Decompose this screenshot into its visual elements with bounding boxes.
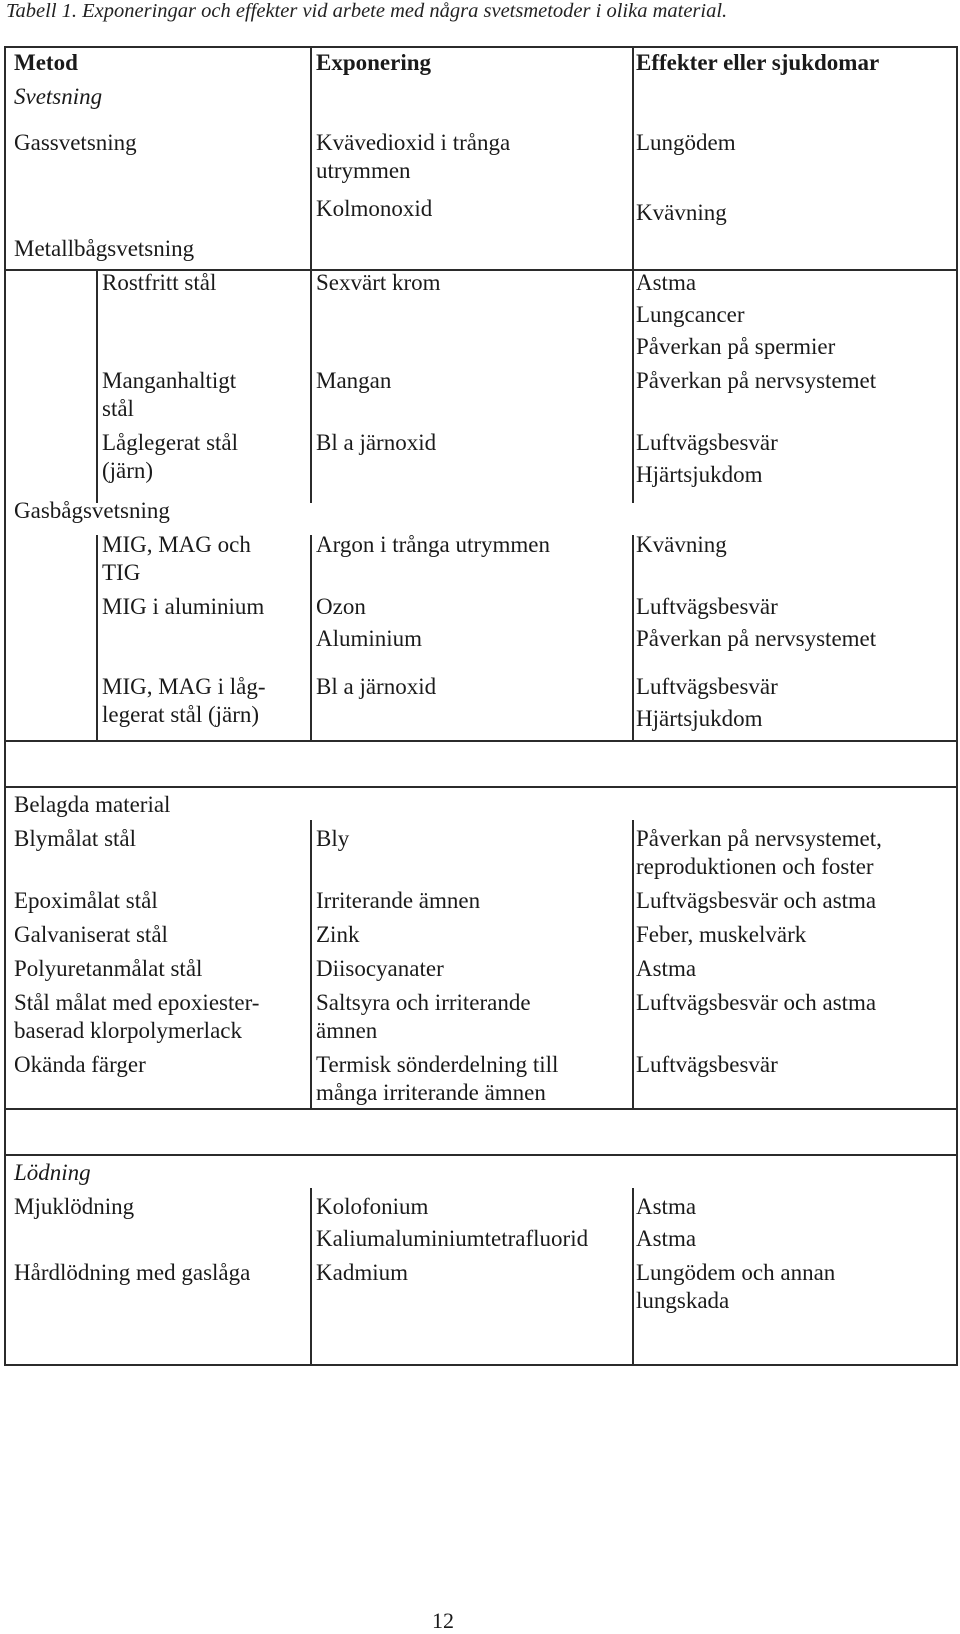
effect: Luftvägsbesvär — [636, 674, 778, 699]
method: Polyuretanmålat stål — [14, 956, 203, 981]
effect: Luftvägsbesvär — [636, 430, 778, 455]
section-lodning: Lödning — [14, 1160, 91, 1185]
method: Mjuklödning — [14, 1194, 135, 1219]
effect: Astma — [636, 956, 697, 981]
col-rule — [632, 269, 634, 503]
exposure: ämnen — [316, 1018, 378, 1043]
exposure: Aluminium — [316, 626, 423, 651]
effect: reproduktionen och foster — [636, 854, 874, 879]
effect: Kvävning — [636, 200, 727, 225]
subsection-metallbagsvetsning: Metallbågsvetsning — [14, 236, 195, 261]
col-rule — [310, 820, 312, 1108]
method: Rostfritt stål — [102, 270, 217, 295]
effect: Påverkan på nervsystemet — [636, 368, 877, 393]
rule — [6, 740, 956, 742]
col-rule — [632, 1188, 634, 1366]
effect: Luftvägsbesvär och astma — [636, 888, 877, 913]
method: Galvaniserat stål — [14, 922, 168, 947]
exposure: Kaliumaluminiumtetrafluorid — [316, 1226, 589, 1251]
subsection-gasbagsvetsning: Gasbågsvetsning — [14, 498, 170, 523]
method: Epoximålat stål — [14, 888, 158, 913]
method: MIG, MAG och — [102, 532, 251, 557]
effect: Lungödem och annan — [636, 1260, 836, 1285]
method: Manganhaltigt — [102, 368, 237, 393]
exposure: Kadmium — [316, 1260, 408, 1285]
exposure: Ozon — [316, 594, 366, 619]
method: legerat stål (järn) — [102, 702, 260, 727]
method-gassvetsning: Gassvetsning — [14, 130, 137, 155]
rule — [6, 786, 956, 788]
method: stål — [102, 396, 134, 421]
exposure: Bly — [316, 826, 350, 851]
header-metod: Metod — [14, 50, 78, 75]
rule — [6, 1154, 956, 1156]
exposure: Saltsyra och irriterande — [316, 990, 531, 1015]
effect: Luftvägsbesvär — [636, 594, 778, 619]
effect: Luftvägsbesvär och astma — [636, 990, 877, 1015]
header-exponering: Exponering — [316, 50, 432, 75]
effect: Påverkan på nervsystemet, — [636, 826, 882, 851]
effect: Påverkan på spermier — [636, 334, 836, 359]
exposure: utrymmen — [316, 158, 411, 183]
method: TIG — [102, 560, 141, 585]
col-rule — [310, 48, 312, 269]
col-rule — [632, 48, 634, 269]
exposure: många irriterande ämnen — [316, 1080, 546, 1105]
rule — [6, 1108, 956, 1110]
exposure: Termisk sönderdelning till — [316, 1052, 559, 1077]
method: (järn) — [102, 458, 154, 483]
effect: Hjärtsjukdom — [636, 462, 763, 487]
col-rule — [310, 535, 312, 740]
exposure-table — [4, 46, 958, 1366]
method: Stål målat med epoxiester- — [14, 990, 260, 1015]
effect: Luftvägsbesvär — [636, 1052, 778, 1077]
exposure: Bl a järnoxid — [316, 674, 437, 699]
effect: Påverkan på nervsystemet — [636, 626, 877, 651]
exposure: Irriterande ämnen — [316, 888, 481, 913]
effect: Feber, muskelvärk — [636, 922, 807, 947]
col-rule — [310, 269, 312, 503]
effect: Lungödem — [636, 130, 736, 155]
method: MIG i aluminium — [102, 594, 265, 619]
method: Hårdlödning med gaslåga — [14, 1260, 251, 1285]
exposure: Mangan — [316, 368, 392, 393]
section-svetsning: Svetsning — [14, 84, 103, 109]
table-caption: Tabell 1. Exponeringar och effekter vid arbete med några svetsmetoder i olika material. — [6, 0, 728, 22]
page-number: 12 — [432, 1608, 454, 1633]
method: Blymålat stål — [14, 826, 137, 851]
exposure: Kolofonium — [316, 1194, 429, 1219]
col-rule — [96, 269, 98, 503]
effect: Astma — [636, 1226, 697, 1251]
effect: lungskada — [636, 1288, 730, 1313]
exposure: Zink — [316, 922, 360, 947]
effect: Lungcancer — [636, 302, 745, 327]
exposure: Bl a järnoxid — [316, 430, 437, 455]
col-rule — [632, 820, 634, 1108]
header-effekter: Effekter eller sjukdomar — [636, 50, 880, 75]
col-rule — [632, 535, 634, 740]
exposure: Kvävedioxid i trånga — [316, 130, 511, 155]
exposure: Argon i trånga utrymmen — [316, 532, 550, 557]
method: baserad klorpolymerlack — [14, 1018, 242, 1043]
effect: Kvävning — [636, 532, 727, 557]
method: MIG, MAG i låg- — [102, 674, 266, 699]
effect: Astma — [636, 1194, 697, 1219]
exposure: Kolmonoxid — [316, 196, 433, 221]
effect: Astma — [636, 270, 697, 295]
method: Låglegerat stål — [102, 430, 239, 455]
col-rule — [96, 535, 98, 740]
exposure: Sexvärt krom — [316, 270, 441, 295]
col-rule — [310, 1188, 312, 1366]
section-belagda-material: Belagda material — [14, 792, 171, 817]
method: Okända färger — [14, 1052, 146, 1077]
effect: Hjärtsjukdom — [636, 706, 763, 731]
exposure: Diisocyanater — [316, 956, 444, 981]
